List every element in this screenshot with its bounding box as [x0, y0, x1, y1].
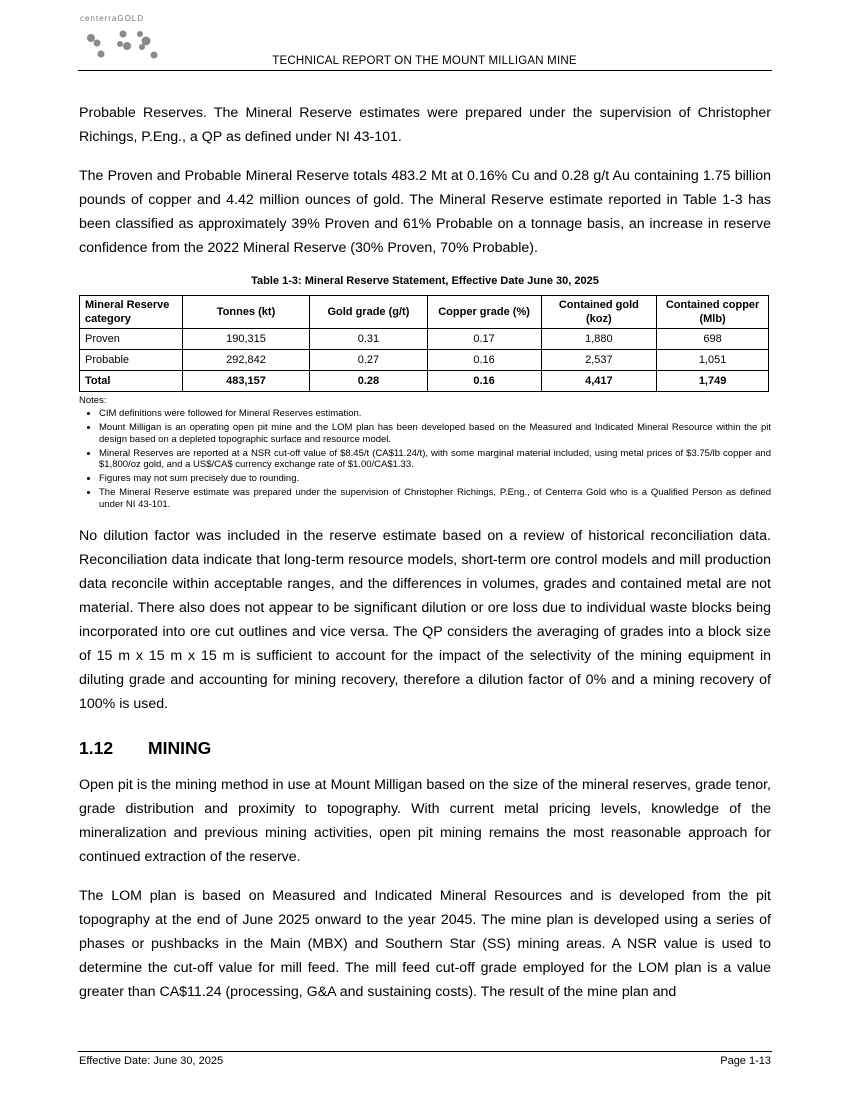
table-row-proven [80, 329, 769, 350]
table-row-total [80, 371, 769, 392]
footer-divider [78, 1051, 772, 1052]
footer-page-number: Page 1-13 [720, 1055, 771, 1067]
column-header-category: Mineral Reserve category [80, 296, 183, 329]
note-item: • Mount Milligan is an operating open pit mine and the LOM plan has been developed based on the Measured and Indicated Mineral Resource within the pit design based on a depleted topographic surface and resource model. [99, 422, 771, 445]
table-cell: Total [80, 371, 183, 392]
table-caption: Table 1-3: Mineral Reserve Statement, Effective Date June 30, 2025 [251, 275, 599, 287]
table-header-row [80, 296, 769, 329]
table-cell: Proven [80, 329, 183, 350]
table-cell: 0.28 [310, 371, 427, 392]
note-item: • Figures may not sum precisely due to rounding. [99, 473, 771, 485]
column-header-copper-grade: Copper grade (%) [427, 296, 541, 329]
table-cell: 0.16 [427, 350, 541, 371]
column-header-tonnes: Tonnes (kt) [182, 296, 309, 329]
header-divider [78, 70, 772, 71]
table-cell: Probable [80, 350, 183, 371]
table-row-probable [80, 350, 769, 371]
table-cell: 1,880 [541, 329, 657, 350]
table-cell: 4,417 [541, 371, 657, 392]
report-header-title: TECHNICAL REPORT ON THE MOUNT MILLIGAN MINE [272, 55, 577, 67]
note-item: • The Mineral Reserve estimate was prepared under the supervision of Christopher Richings, P.Eng., of Centerra Gold who is a Qualified Person as defined under NI 43-101. [99, 487, 771, 510]
section-heading-mining [79, 738, 771, 759]
table-cell: 1,051 [657, 350, 769, 371]
paragraph-probable-reserves: Probable Reserves. The Mineral Reserve estimates were prepared under the supervision of Christopher Richings, P.Eng., a QP as defined under NI 43-101. [79, 105, 771, 145]
page-content [79, 101, 771, 1019]
table-cell: 1,749 [657, 371, 769, 392]
paragraph-dilution: No dilution factor was included in the reserve estimate based on a review of historical reconciliation data. Reconciliation data indicate that long-term resource models, short-term ore control models and mill production data reconcile within acceptable ranges, and the differences in volumes, grades and contained metal are not material. There also does not appear to be significant dilution or ore loss due to individual waste blocks being incorporated into ore cut outlines and vice versa. The QP considers the averaging of grades into a block size of 15 m x 15 m x 15 m is sufficient to account for the impact of the selectivity of the mining equipment in diluting grade and accounting for mining recovery, therefore a dilution factor of 0% and a mining recovery of 100% is used. [79, 528, 771, 712]
table-cell: 0.31 [310, 329, 427, 350]
column-header-contained-copper: Contained copper (Mlb) [657, 296, 769, 329]
table-cell: 190,315 [182, 329, 309, 350]
mineral-reserve-table [79, 295, 769, 392]
footer-effective-date: Effective Date: June 30, 2025 [79, 1055, 224, 1067]
paragraph-open-pit: Open pit is the mining method in use at Mount Milligan based on the size of the mineral reserves, grade tenor, grade distribution and proximity to topography. With current metal pricing levels, knowledge of the mineralization and previous mining activities, open pit mining remains the most reasonable approach for continued extraction of the reserve. [79, 777, 771, 865]
table-cell: 0.16 [427, 371, 541, 392]
logo-wordmark: centerraGOLD [80, 14, 145, 23]
table-cell: 698 [657, 329, 769, 350]
table-notes-list [79, 408, 771, 510]
note-item: • CIM definitions were followed for Mineral Reserves estimation. [99, 408, 771, 420]
section-title: MINING [148, 738, 212, 758]
paragraph-lom-plan: The LOM plan is based on Measured and Indicated Mineral Resources and is developed from the pit topography at the end of June 2025 onward to the year 2045. The mine plan is developed using a series of phases or pushbacks in the Main (MBX) and Southern Star (SS) mining areas. A NSR value is used to determine the cut-off value for mill feed. The mill feed cut-off grade employed for the LOM plan is a value greater than CA$11.24 (processing, G&A and sustaining costs). The result of the mine plan and [79, 888, 771, 1000]
section-number: 1.12 [79, 738, 114, 758]
paragraph-reserve-totals: The Proven and Probable Mineral Reserve totals 483.2 Mt at 0.16% Cu and 0.28 g/t Au containing 1.75 billion pounds of copper and 4.42 million ounces of gold. The Mineral Reserve estimate reported in Table 1-3 has been classified as approximately 39% Proven and 61% Probable on a tonnage basis, an increase in reserve confidence from the 2022 Mineral Reserve (30% Proven, 70% Probable). [79, 168, 771, 256]
table-cell: 2,537 [541, 350, 657, 371]
table-cell: 0.17 [427, 329, 541, 350]
table-cell: 292,842 [182, 350, 309, 371]
column-header-contained-gold: Contained gold (koz) [541, 296, 657, 329]
column-header-gold-grade: Gold grade (g/t) [310, 296, 427, 329]
note-item: • Mineral Reserves are reported at a NSR cut-off value of $8.45/t (CA$11.24/t), with some marginal material included, using metal prices of $3.75/lb copper and $1,800/oz gold, and a US$/CA$ currency exchange rate of $1.00/CA$1.33. [99, 448, 771, 471]
notes-heading: Notes: [79, 395, 107, 406]
table-cell: 0.27 [310, 350, 427, 371]
table-cell: 483,157 [182, 371, 309, 392]
